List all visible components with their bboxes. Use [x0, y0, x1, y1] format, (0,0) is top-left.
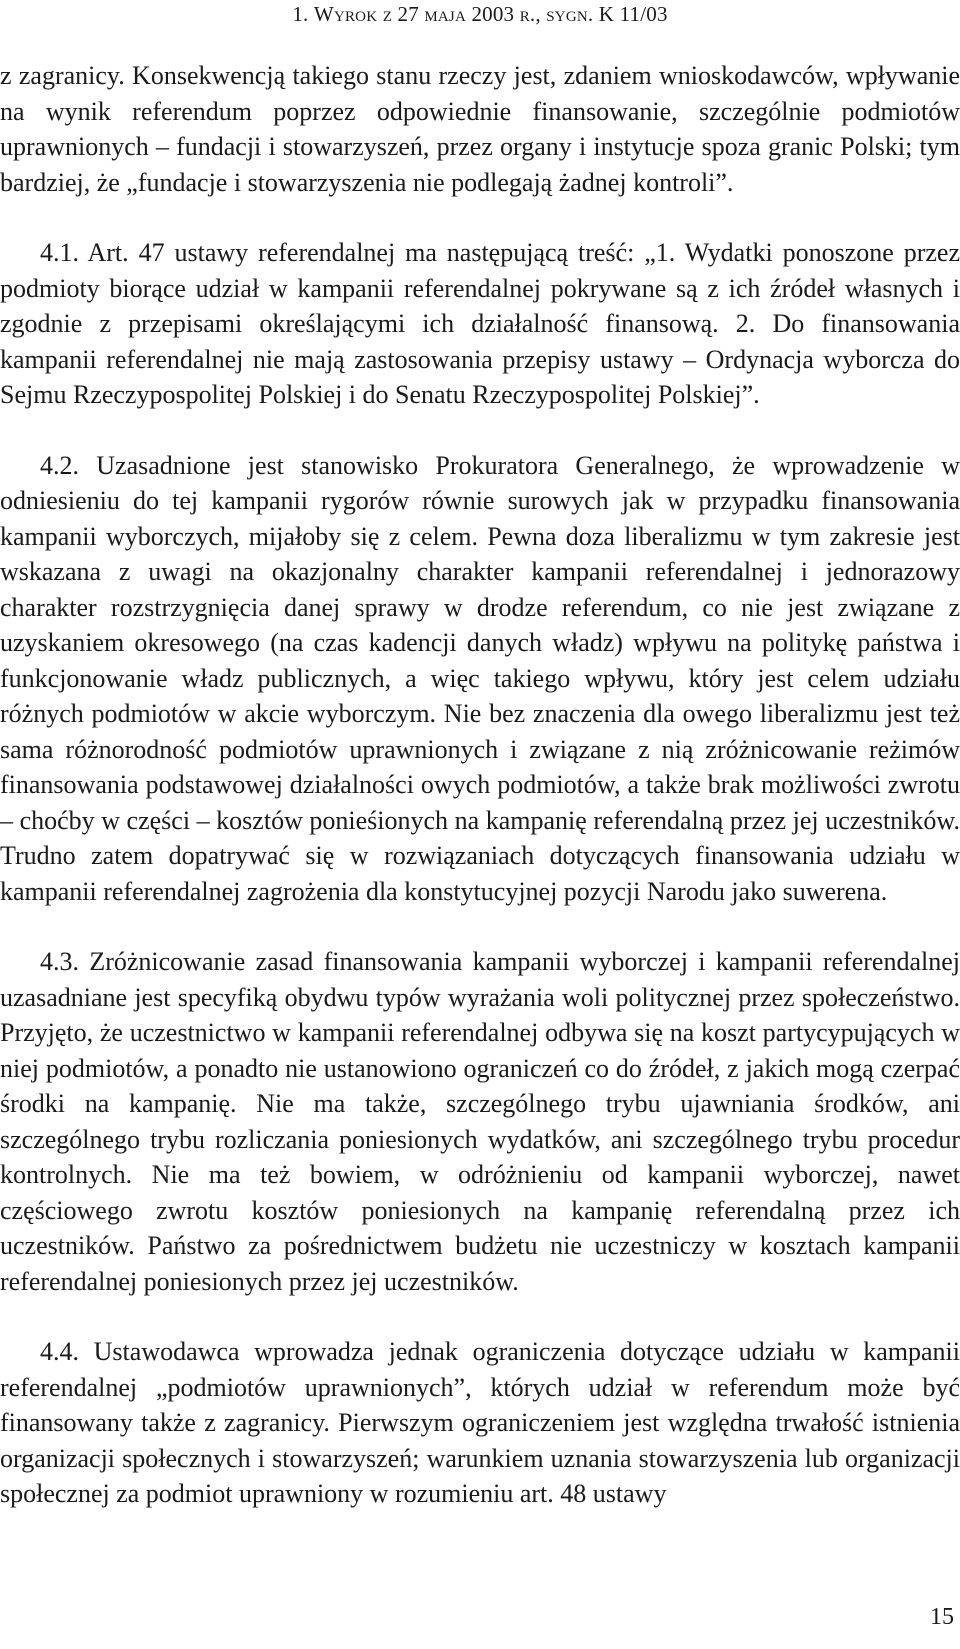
paragraph-4-1: 4.1. Art. 47 ustawy referendalnej ma następującą treść: „1. Wydatki ponoszone przez podmioty biorące udział w kampanii referendalnej pokrywane są z ich źródeł własnych i zgodnie z przepisami określającymi ich działalność finansową. 2. Do finansowania kampanii referendalnej nie mają zastosowania przepisy ustawy – Ordynacja wyborcza do Sejmu Rzeczypospolitej Polskiej i do Senatu Rzeczypospolitej Polskiej”. [0, 238, 960, 409]
paragraph-gap [0, 909, 960, 944]
header-prefix: 1. [292, 2, 314, 26]
body-text [0, 58, 960, 1512]
paragraph-4-2: 4.2. Uzasadnione jest stanowisko Prokuratora Generalnego, że wprowadzenie w odniesieniu do tej kampanii rygorów równie surowych jak w przypadku finansowania kampanii wyborczych, mijałoby się z celem. Pewna doza liberalizmu w tym zakresie jest wskazana z uwagi na okazjonalny charakter kampanii referendalnej i jednorazowy charakter rozstrzygnięcia danej sprawy w drodze referendum, co nie jest związane z uzyskaniem okresowego (na czas kadencji danych władz) wpływu na politykę państwa i funkcjonowanie władz publicznych, a więc takiego wpływu, który jest celem udziału różnych podmiotów w akcie wyborczym. Nie bez znaczenia dla owego liberalizmu jest też sama różnorodność podmiotów uprawnionych i związane z nią zróżnicowanie reżimów finansowania podstawowej działalności owych podmiotów, a także brak możliwości zwrotu – choćby w części – kosztów ponieśionych na kampanię referendalną przez jej uczestników. Trudno zatem dopatrywać się w rozwiązaniach dotyczących finansowania udziału w kampanii referendalnej zagrożenia dla konstytucyjnej pozycji Narodu jako suwerena. [0, 450, 960, 906]
paragraph-continuation: z zagranicy. Konsekwencją takiego stanu rzeczy jest, zdaniem wnioskodawców, wpływanie na wynik referendum poprzez odpowiednie finansowanie, szczególnie podmiotów uprawnionych – fundacji i stowarzyszeń, przez organy i instytucje spoza granic Polski; tym bardziej, że „fundacje i stowarzyszenia nie podlegają żadnej kontroli”. [0, 61, 960, 197]
page-number: 15 [930, 1604, 954, 1630]
running-header [0, 2, 960, 27]
paragraph-gap [0, 200, 960, 235]
paragraph-4-3: 4.3. Zróżnicowanie zasad finansowania kampanii wyborczej i kampanii referendalnej uzasadniane jest specyfiką obydwu typów wyrażania woli politycznej przez społeczeństwo. Przyjęto, że uczestnictwo w kampanii referendalnej odbywa się na koszt partycypujących w niej podmiotów, a ponadto nie ustanowiono ograniczeń co do źródeł, z jakich mogą czerpać środki na kampanię. Nie ma także, szczególnego trybu ujawniania środków, ani szczególnego trybu rozliczania poniesionych wydatków, ani szczególnego trybu procedur kontrolnych. Nie ma też bowiem, w odróżnieniu od kampanii wyborczej, nawet częściowego zwrotu kosztów poniesionych na kampanię referendalną przez ich uczestników. Państwo za pośrednictwem budżetu nie uczestniczy w kosztach kampanii referendalnej poniesionych przez jej uczestników. [0, 947, 960, 1296]
header-title: Wyrok z 27 maja 2003 r., sygn. K 11/03 [313, 2, 668, 26]
paragraph-4-4: 4.4. Ustawodawca wprowadza jednak ograniczenia dotyczące udziału w kampanii referendalnej „podmiotów uprawnionych”, których udział w referendum może być finansowany także z zagranicy. Pierwszym ograniczeniem jest względna trwałość istnienia organizacji społecznych i stowarzyszeń; warunkiem uznania stowarzyszenia lub organizacji społecznej za podmiot uprawniony w rozumieniu art. 48 ustawy [0, 1337, 960, 1508]
paragraph-gap [0, 1299, 960, 1334]
paragraph-gap [0, 413, 960, 448]
